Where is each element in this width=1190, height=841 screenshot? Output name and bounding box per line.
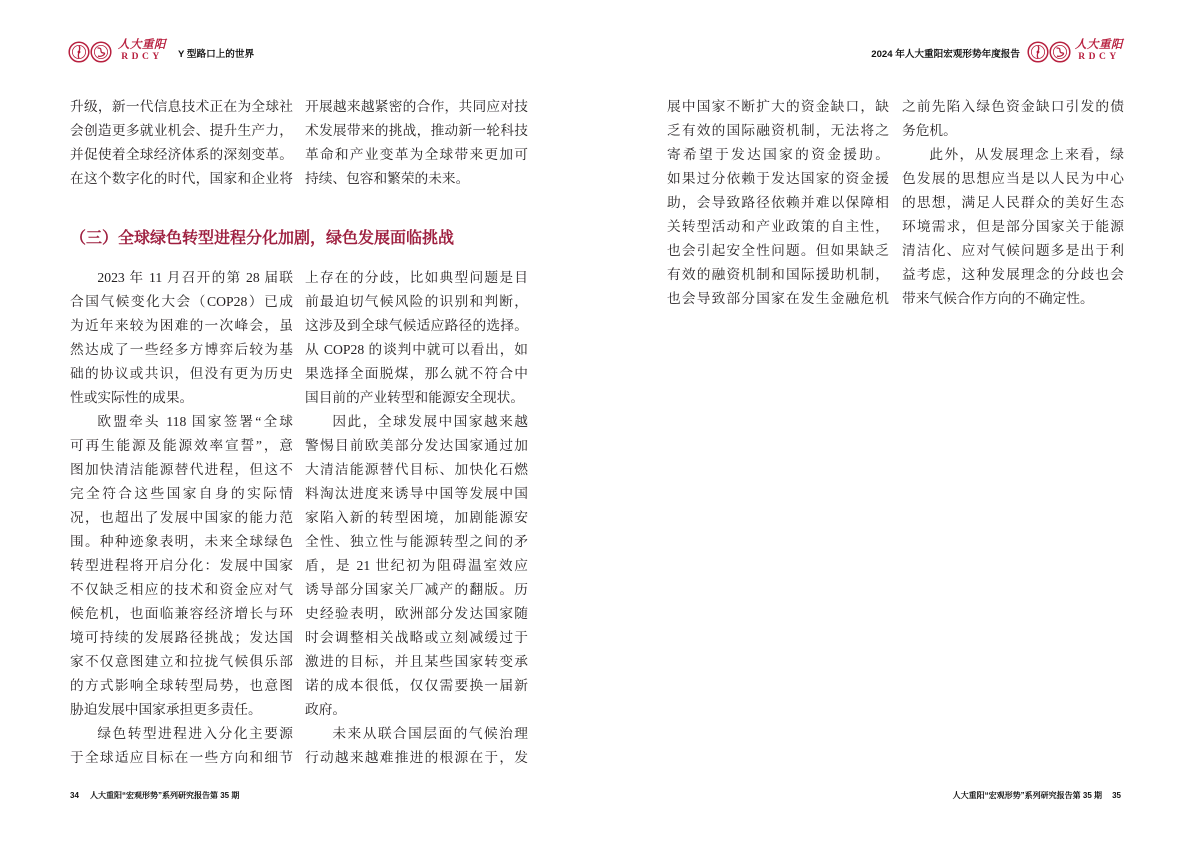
text-line: 开展越来越紧密的合作，共同应对技 (305, 99, 528, 114)
text-line: 不仅缺乏相应的技术和资金应对气 (70, 582, 293, 597)
text-line: 的思想，满足人民群众的美好生态 (902, 195, 1124, 210)
rdcy-logo-wordmark (116, 39, 168, 63)
text-line: 革命和产业变革为全球带来更加可 (305, 147, 528, 162)
text-line: 合国气候变化大会（COP28）已成 (70, 294, 293, 309)
text-line: 大清洁能源替代目标、加快化石燃 (305, 462, 528, 477)
text-line: 益考虑，这种发展理念的分歧也会 (902, 267, 1124, 282)
text-line: 诺的成本很低，仅仅需要换一届新 (305, 678, 528, 693)
text-line: 家陷入新的转型困境，加剧能源安 (305, 510, 528, 525)
text-line: 如果过分依赖于发达国家的资金援 (667, 171, 889, 186)
text-line: 胁迫发展中国家承担更多责任。 (70, 702, 262, 717)
text-line: 围。种种迹象表明，未来全球绿色 (70, 534, 293, 549)
text-line: 境可持续的发展路径挑战；发达国 (70, 630, 293, 645)
text-line: 果选择全面脱煤，那么就不符合中 (305, 366, 528, 381)
logo-chinese-name: 人大重阳 (1075, 39, 1123, 51)
text-line: 从 COP28 的谈判中就可以看出，如 (305, 342, 528, 357)
text-line: 也会引起安全性问题。但如果缺乏 (667, 243, 889, 258)
text-line: 可再生能源及能源效率宣誓”，意 (70, 438, 293, 453)
rdcy-logo-emblem (1027, 41, 1071, 63)
text-line: 家不仅意图建立和拉拢气候俱乐部 (70, 654, 293, 669)
text-line: 术发展带来的挑战，推动新一轮科技 (305, 123, 528, 138)
text-line: 这涉及到全球气候适应路径的选择。 (305, 318, 528, 333)
logo-chinese-name: 人大重阳 (118, 39, 166, 51)
text-line: 诱导部分国家关厂减产的翻版。历 (305, 582, 528, 597)
text-line: 候危机，也面临兼容经济增长与环 (70, 606, 293, 621)
text-line: 2023 年 11 月召开的第 28 届联 (97, 270, 293, 285)
text-line: 寄希望于发达国家的资金援助。 (667, 147, 889, 162)
text-column (70, 95, 293, 191)
page-number: 34 (70, 791, 79, 800)
text-line: 有效的融资机制和国际援助机制， (667, 267, 889, 282)
rdcy-logo-wordmark (1073, 39, 1125, 63)
text-line: 的方式影响全球转型局势，也意图 (70, 678, 293, 693)
text-line: 会创造更多就业机会、提升生产力， (70, 123, 293, 138)
rdcy-logo-emblem (68, 41, 112, 63)
text-line: 也会导致部分国家在发生金融危机 (667, 291, 889, 306)
text-column (667, 95, 889, 311)
text-line: 之前先陷入绿色资金缺口引发的债 (902, 99, 1124, 114)
text-line: 完全符合这些国家自身的实际情 (70, 486, 293, 501)
text-line: 此外，从发展理念上来看，绿 (929, 147, 1124, 162)
text-column (305, 95, 528, 191)
text-line: 上存在的分歧，比如典型问题是目 (305, 270, 528, 285)
logo-english-name: RDCY (121, 52, 163, 62)
text-line: 持续、包容和繁荣的未来。 (305, 171, 470, 186)
text-line: 史经验表明，欧洲部分发达国家随 (305, 606, 528, 621)
text-line: 础的协议或共识，但没有更为历史 (70, 366, 293, 381)
text-line: 环境需求，但是部分国家关于能源 (902, 219, 1124, 234)
text-line: 全性、独立性与能源转型之间的矛 (305, 534, 528, 549)
text-line: 展中国家不断扩大的资金缺口，缺 (667, 99, 889, 114)
text-line: 未来从联合国层面的气候治理 (332, 726, 528, 741)
page-number: 35 (1112, 791, 1121, 800)
text-line: 图加快清洁能源替代进程，但这不 (70, 462, 293, 477)
text-line: 国目前的产业转型和能源安全现状。 (305, 390, 525, 405)
text-line: 在这个数字化的时代，国家和企业将 (70, 171, 293, 186)
text-line: 助，会导致路径依赖并难以保障相 (667, 195, 889, 210)
text-line: 政府。 (305, 702, 347, 717)
text-column (902, 95, 1124, 311)
right-page (595, 0, 1190, 841)
text-line: 盾，是 21 世纪初为阻碍温室效应 (305, 558, 528, 573)
text-line: 关转型活动和产业政策的自主性， (667, 219, 889, 234)
text-line: 激进的目标，并且某些国家转变承 (305, 654, 528, 669)
text-line: 清洁化、应对气候问题多是出于利 (902, 243, 1124, 258)
text-line: 料淘汰进度来诱导中国等发展中国 (305, 486, 528, 501)
running-header-title: 2024 年人大重阳宏观形势年度报告 (871, 49, 1020, 60)
text-line: 色发展的思想应当是以人民为中心 (902, 171, 1124, 186)
text-line: 升级，新一代信息技术正在为全球社 (70, 99, 293, 114)
text-line: 为近年来较为困难的一次峰会，虽 (70, 318, 293, 333)
text-line: 并促使着全球经济体系的深刻变革。 (70, 147, 293, 162)
text-column (305, 266, 528, 770)
text-line: 务危机。 (902, 123, 957, 138)
running-header-title: Y 型路口上的世界 (178, 49, 255, 60)
text-line: 前最迫切气候风险的识别和判断， (305, 294, 528, 309)
text-line: 因此，全球发展中国家越来越 (332, 414, 528, 429)
text-line: 行动越来越难推进的根源在于，发 (305, 750, 528, 765)
section-heading: （三）全球绿色转型进程分化加剧，绿色发展面临挑战 (70, 230, 455, 247)
text-line: 性或实际性的成果。 (70, 390, 194, 405)
footer-series-title: 人大重阳“宏观形势”系列研究报告第 35 期 (90, 791, 240, 800)
text-line: 况，也超出了发展中国家的能力范 (70, 510, 293, 525)
footer-series-title: 人大重阳“宏观形势”系列研究报告第 35 期 (952, 791, 1102, 800)
text-line: 然达成了一些经多方博弈后较为基 (70, 342, 293, 357)
text-line: 乏有效的国际融资机制，无法将之 (667, 123, 889, 138)
text-line: 转型进程将开启分化：发展中国家 (70, 558, 293, 573)
text-column (70, 266, 293, 770)
text-line: 欧盟牵头 118 国家签署“全球 (97, 414, 293, 429)
text-line: 时会调整相关战略或立刻减缓过于 (305, 630, 528, 645)
text-line: 带来气候合作方向的不确定性。 (902, 291, 1094, 306)
text-line: 绿色转型进程进入分化主要源 (97, 726, 293, 741)
text-line: 于全球适应目标在一些方向和细节 (70, 750, 293, 765)
text-line: 警惕目前欧美部分发达国家通过加 (305, 438, 528, 453)
logo-english-name: RDCY (1078, 52, 1120, 62)
